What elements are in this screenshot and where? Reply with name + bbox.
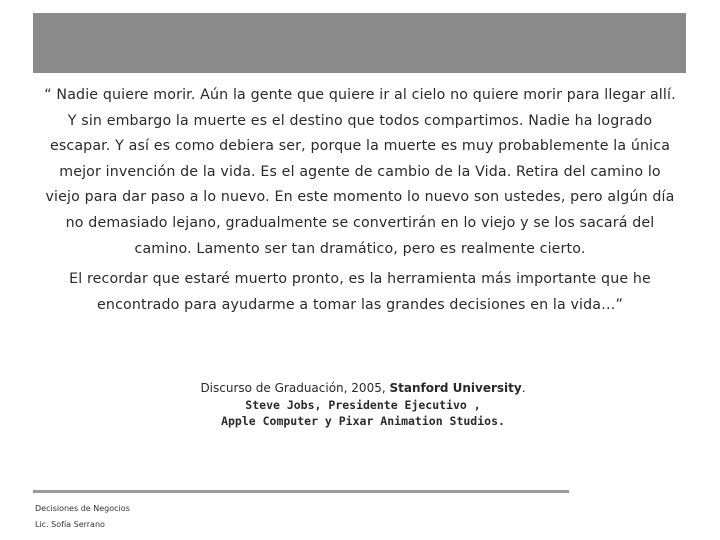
header-band (33, 13, 686, 73)
quote-paragraph-1: “ Nadie quiere morir. Aún la gente que quiere ir al cielo no quiere morir para llegar allí. Y sin embargo la muerte es el destino que todos compartimos. Nadie ha logrado escapar. Y así es como debiera ser, porque la muerte es muy probablemente la única mejor invención de la vida. Es el agente de cambio de la Vida. Retira del camino lo viejo para dar paso a lo nuevo. En este momento lo nuevo son ustedes, pero algún día no demasiado lejano, gradualmente se convertirán en lo viejo y se los sacará del camino. Lamento ser tan dramático, pero es realmente cierto. (44, 87, 676, 257)
attribution-speech-line (40, 379, 686, 397)
speech-text: Discurso de Graduación, 2005, (200, 381, 390, 395)
quote-paragraph-2: El recordar que estaré muerto pronto, es la herramienta más importante que he encontrado para ayudarme a tomar las grandes decisiones en la vida…” (69, 271, 651, 313)
attribution (40, 379, 686, 429)
speech-period: . (521, 381, 526, 395)
quote-block (42, 83, 678, 318)
footer-divider (33, 490, 569, 493)
footer-course: Decisiones de Negocios (35, 504, 130, 513)
university-name: Stanford University (389, 381, 522, 395)
companies-line: Apple Computer y Pixar Animation Studios. (221, 414, 505, 428)
footer-author: Lic. Sofía Serrano (35, 520, 105, 529)
speaker-line: Steve Jobs, Presidente Ejecutivo , (245, 398, 481, 412)
